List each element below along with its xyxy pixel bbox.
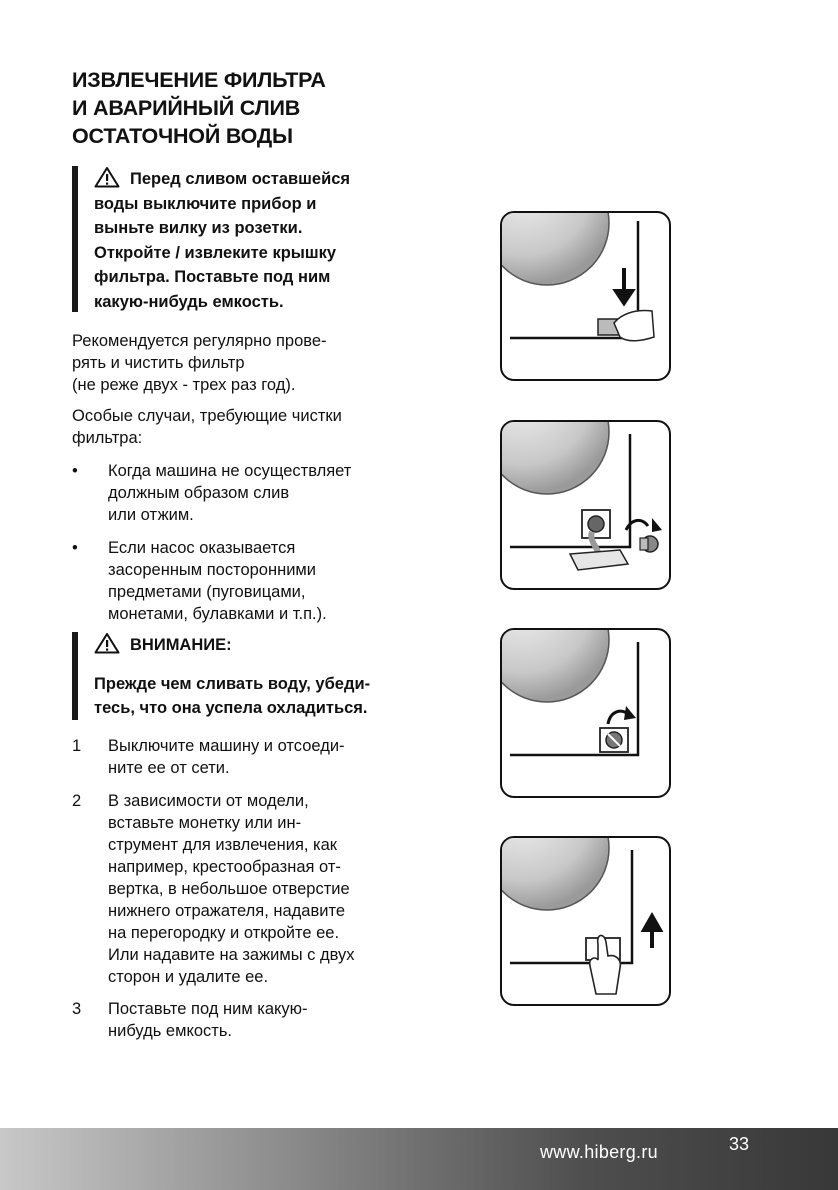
- step-number: 3: [72, 1000, 82, 1018]
- page-number: 33: [729, 1134, 750, 1154]
- attention-heading: ВНИМАНИЕ:: [94, 632, 370, 658]
- figure-drawing: [502, 422, 671, 590]
- illustration-screw-filter: [500, 628, 671, 798]
- website-link[interactable]: www.hiberg.ru: [540, 1142, 658, 1162]
- page-title: [72, 66, 452, 150]
- warning-line: выньте вилку из розетки.: [94, 219, 303, 237]
- illustration-close-cover: [500, 836, 671, 1006]
- attention-line: Прежде чем сливать воду, убеди-: [94, 674, 371, 693]
- paragraph-special-cases: Особые случаи, требующие чистки фильтра:: [72, 407, 342, 447]
- warning-line: какую-нибудь емкость.: [94, 292, 284, 311]
- warning-note: [72, 166, 350, 312]
- bullet-mark: •: [72, 462, 78, 480]
- title-line: ИЗВЛЕЧЕНИЕ ФИЛЬТРА: [72, 68, 326, 92]
- warning-triangle-icon: [94, 166, 120, 188]
- figure-drawing: [502, 838, 671, 1006]
- warning-triangle-icon: [94, 632, 120, 654]
- hand-icon: [614, 311, 654, 341]
- warning-line: Перед сливом оставшейся: [94, 166, 350, 192]
- attention-note: [72, 632, 370, 720]
- arrow-head-icon: [652, 518, 662, 532]
- drum-door: [502, 213, 609, 285]
- title-line: ОСТАТОЧНОЙ ВОДЫ: [72, 124, 293, 148]
- warning-line: Откройте / извлеките крышку: [94, 243, 337, 262]
- arrow-head-icon: [624, 706, 636, 720]
- figure-drawing: [502, 213, 671, 381]
- drum-door: [502, 422, 609, 494]
- illustration-remove-filter-cover: [500, 211, 671, 381]
- bullet-mark: •: [72, 539, 78, 557]
- drain-hole: [588, 516, 604, 532]
- warning-line: фильтра. Поставьте под ним: [94, 268, 331, 286]
- filter-plug-body: [640, 538, 648, 550]
- drum-door: [502, 838, 609, 910]
- page-footer: [0, 1128, 838, 1190]
- title-line: И АВАРИЙНЫЙ СЛИВ: [72, 96, 301, 120]
- drum-door: [502, 630, 609, 702]
- arrow-up-icon: [644, 916, 660, 948]
- figure-drawing: [502, 630, 671, 798]
- step-number: 1: [72, 737, 82, 755]
- step-number: 2: [72, 792, 82, 810]
- drain-tray: [570, 550, 628, 570]
- attention-line: тесь, что она успела охладиться.: [94, 699, 368, 717]
- illustration-drain-water: [500, 420, 671, 590]
- paragraph-recommendation: Рекомендуется регулярно прове- рять и чистить фильтр (не реже двух - трех раз год).: [72, 332, 327, 394]
- arrow-down-icon: [616, 268, 632, 303]
- warning-line: воды выключите прибор и: [94, 194, 317, 213]
